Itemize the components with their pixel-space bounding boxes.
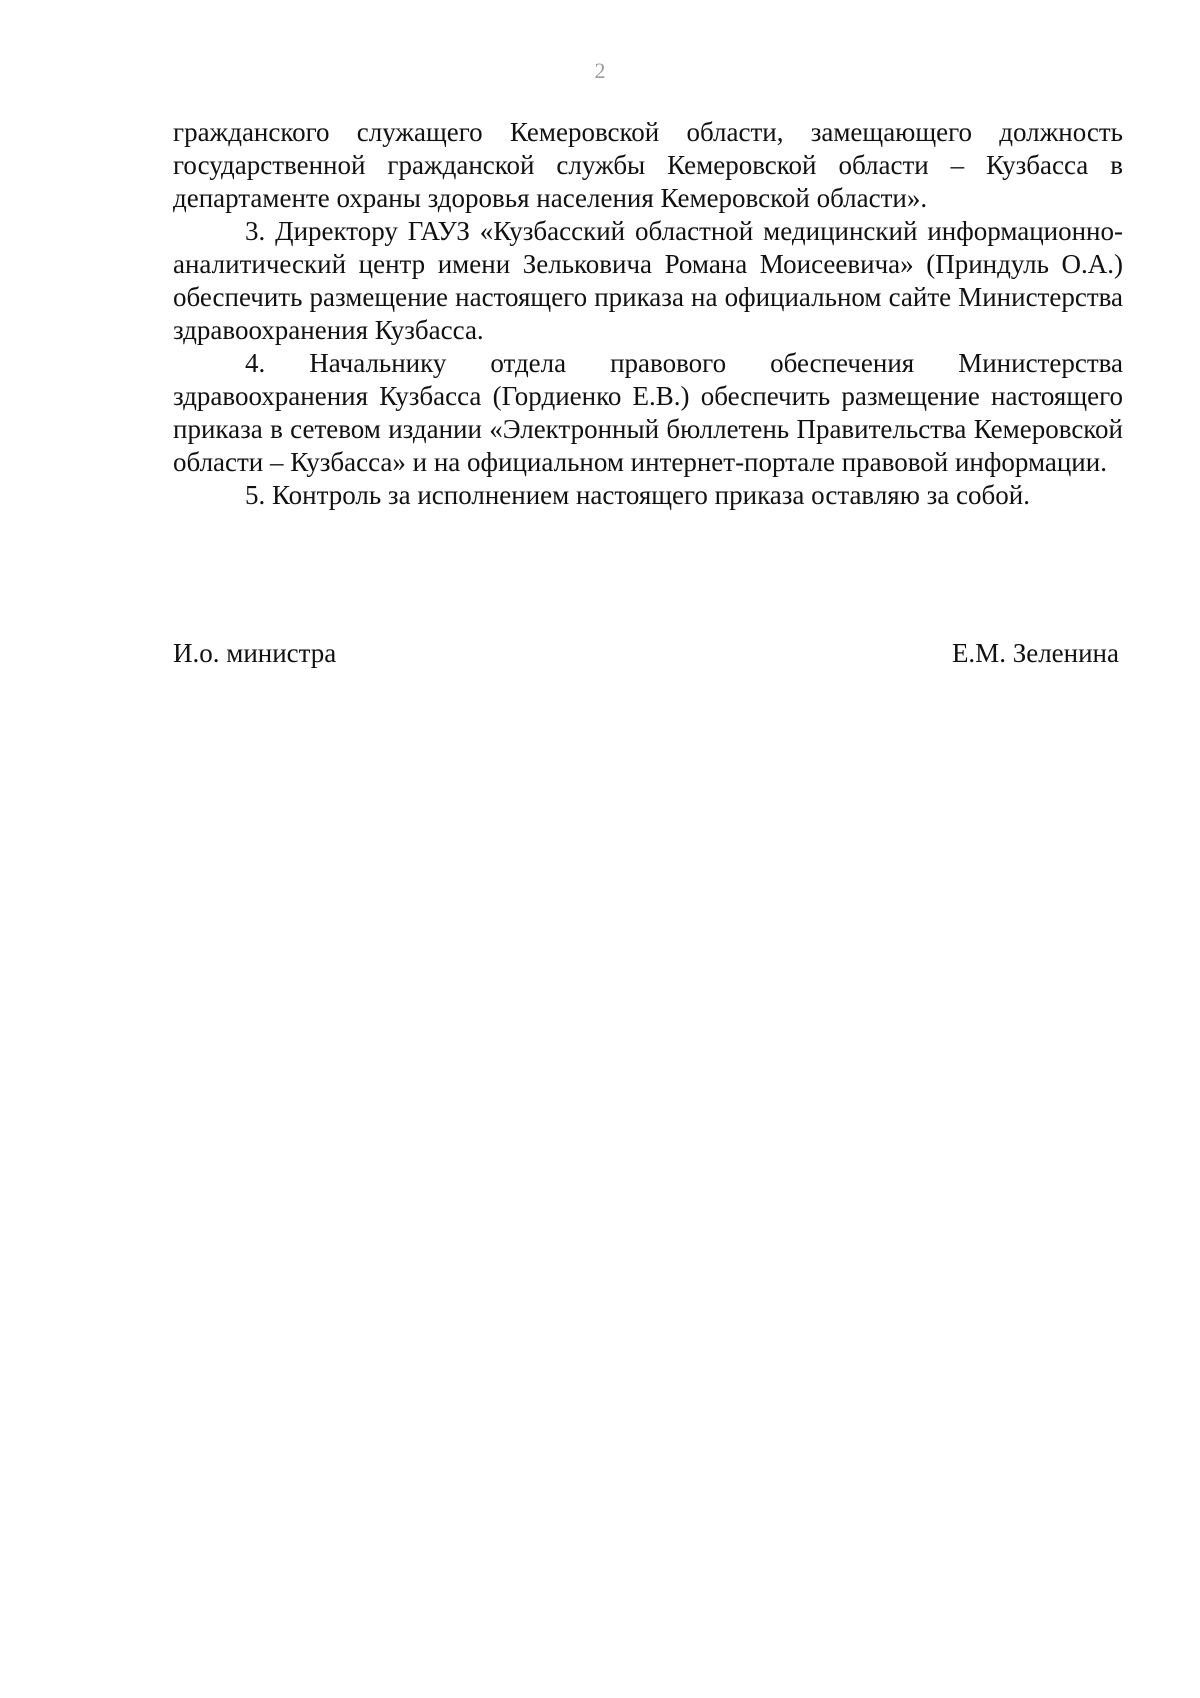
document-body <box>173 116 1123 512</box>
signatory-position: И.о. министра <box>173 638 337 668</box>
page-number: 2 <box>594 58 606 83</box>
signature-block <box>173 637 1119 670</box>
paragraph-continuation: гражданского служащего Кемеровской области, замещающего должность государственной гражданской службы Кемеровской области – Кузбасса в департаменте охраны здоровья населения Кемеровской области». <box>173 117 1123 213</box>
signatory-name: Е.М. Зеленина <box>951 638 1119 668</box>
paragraph-item-3: 3. Директору ГАУЗ «Кузбасский областной медицинский информационно-аналитический центр имени Зельковича Романа Моисеевича» (Приндуль О.А.) обеспечить размещение настоящего приказа на официальном сайте Министерства здравоохранения Кузбасса. <box>173 216 1123 345</box>
paragraph-item-4: 4. Начальнику отдела правового обеспечения Министерства здравоохранения Кузбасса (Гордиенко Е.В.) обеспечить размещение настоящего приказа в сетевом издании «Электронный бюллетень Правительства Кемеровской области – Кузбасса» и на официальном интернет-портале правовой информации. <box>173 348 1123 477</box>
paragraph-item-5: 5. Контроль за исполнением настоящего приказа оставляю за собой. <box>245 480 1030 510</box>
